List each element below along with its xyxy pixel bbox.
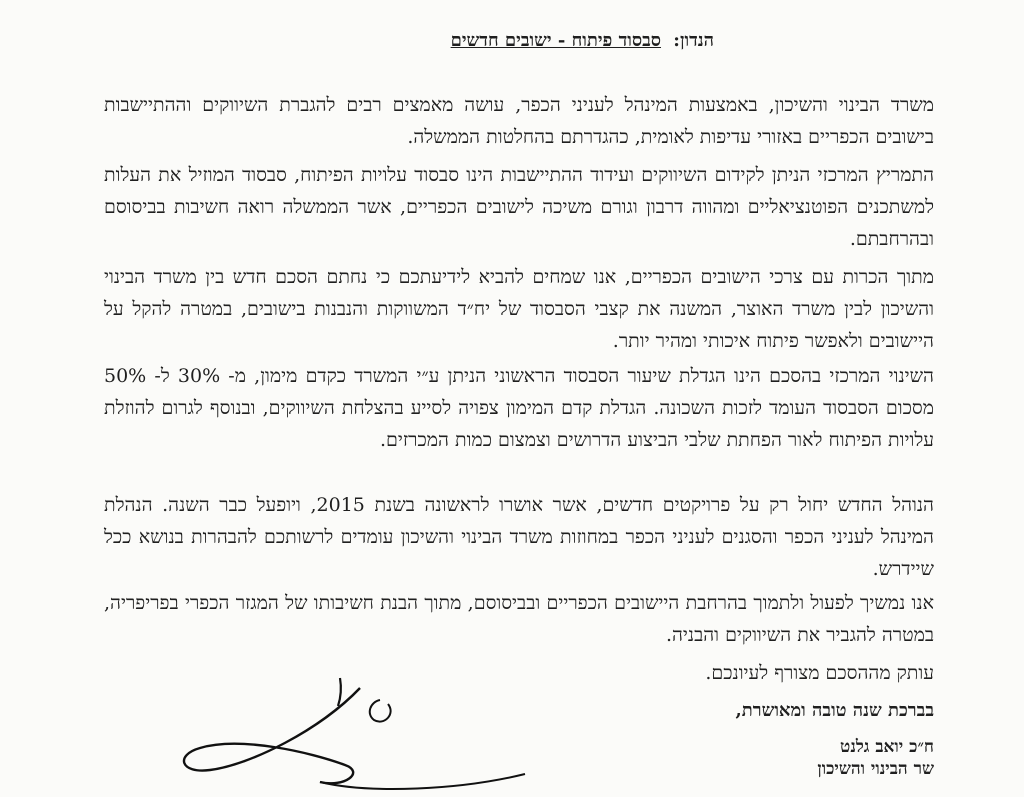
paragraph: השינוי המרכזי בהסכם הינו הגדלת שיעור הסבסוד הראשוני הניתן ע״י המשרד כקדם מימון, מ- 30% ל- 50% מסכום הסבסוד העומד לזכות השכונה. הגדלת קדם המימון צפויה לסייע בהצלחת השיווקים, ובנוסף לגרום להוזלת עלויות הפיתוח לאור הפחתת שלבי הביצוע הדרושים וצמצום כמות המכרזים. [104,365,934,451]
signer-title: שר הבינוי והשיכון [817,759,934,779]
paragraph: מתוך הכרות עם צרכי הישובים הכפריים, אנו שמחים להביא לידיעתכם כי נחתם הסכם חדש בין משרד הבינוי והשיכון לבין משרד האוצר, המשנה את קצבי הסבסוד של יח״ד המשווקות והנבנות בישובים, במטרה להקל על היישובים ולאפשר פיתוח איכותי ומהיר יותר. [104,266,934,352]
subject-title: סבסוד פיתוח - ישובים חדשים [450,30,662,51]
signature-block [817,736,934,780]
attachment-note: עותק מההסכם מצורף לעיונכם. [705,662,934,684]
handwritten-signature [170,670,530,795]
paragraph: התמריץ המרכזי הניתן לקידום השיווקים ועידוד ההתיישבות הינו סבסוד עלויות הפיתוח, סבסוד המוזיל את העלות למשתכנים הפוטנציאליים ומהווה דרבון וגורם משיכה לישובים הכפריים, אשר הממשלה רואה חשיבות בביסוסם ובהרחבתם. [104,164,934,250]
subject-line [451,30,714,51]
paragraph: הנוהל החדש יחול רק על פרויקטים חדשים, אשר אושרו לראשונה בשנת 2015, ויופעל כבר השנה. הנהלת המינהל לעניני הכפר והסגנים לעניני הכפר במחוזות משרד הבינוי והשיכון עומדים לרשותכם להבהרות בנושא ככל שיידרש. [104,494,934,580]
subject-label: הנדון: [673,30,714,51]
paragraph: אנו נמשיך לפעול ולתמוך בהרחבת היישובים הכפריים ובביסוסם, מתוך הבנת חשיבותו של המגזר הכפרי בפריפריה, במטרה להגביר את השיווקים והבניה. [104,592,934,646]
closing-greeting: בברכת שנה טובה ומאושרת, [735,700,934,721]
signer-name: ח״כ יואב גלנט [840,737,934,757]
paragraph: משרד הבינוי והשיכון, באמצעות המינהל לעניני הכפר, עושה מאמצים רבים להגברת השיווקים וההתיישבות בישובים הכפריים באזורי עדיפות לאומית, כהגדרתם בהחלטות הממשלה. [104,94,934,148]
